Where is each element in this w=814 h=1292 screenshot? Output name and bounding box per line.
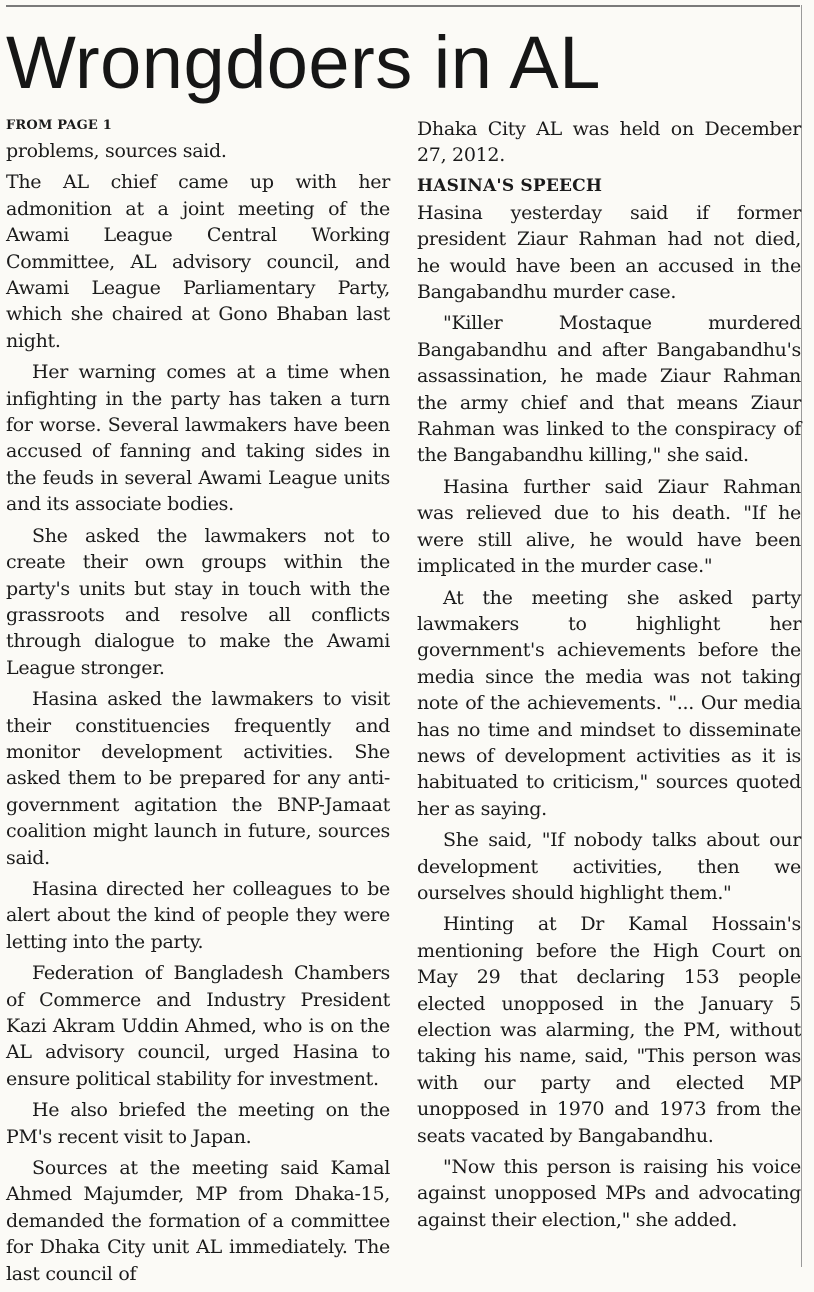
paragraph: Her warning comes at a time when infighting in the party has taken a turn for worse. Several lawmakers have been accused of fanning and taking sides in the feuds in several Awami League units and its associate bodies. [6,361,390,516]
paragraph: He also briefed the meeting on the PM's recent visit to Japan. [6,1099,390,1148]
section-heading: HASINA'S SPEECH [417,175,603,196]
dateline: FROM PAGE 1 [6,118,112,133]
paragraph: problems, sources said. [6,140,227,162]
paragraph: "Now this person is raising his voice against unopposed MPs and advocating against their election," she added. [417,1156,801,1231]
paragraph: She said, "If nobody talks about our development activities, then we ourselves should highlight them." [417,829,801,904]
paragraph: Dhaka City AL was held on December 27, 2012. [417,118,801,167]
paragraph: Federation of Bangladesh Chambers of Commerce and Industry President Kazi Akram Uddin Ahmed, who is on the AL advisory council, urged Hasina to ensure political stability for investment. [6,962,390,1090]
paragraph: Hasina further said Ziaur Rahman was relieved due to his death. "If he were still alive, he would have been implicated in the murder case." [417,475,801,578]
left-column [6,116,390,1292]
paragraph: At the meeting she asked party lawmakers to highlight her government's achievements before the media since the media was not taking note of the achievements. "... Our media has no time and mindset to disseminate news of development activities as it is habituated to criticism," sources quoted her as saying. [417,586,801,820]
paragraph: Hasina directed her colleagues to be alert about the kind of people they were letting into the party. [6,877,390,953]
paragraph: The AL chief came up with her admonition at a joint meeting of the Awami League Central Working Committee, AL advisory council, and Awami League Parliamentary Party, which she chaired at Gono Bhaban last night. [6,171,390,352]
paragraph: Hasina asked the lawmakers to visit their constituencies frequently and monitor development activities. She asked them to be prepared for any anti-government agitation the BNP-Jamaat coalition might launch in future, sources said. [6,688,390,869]
paragraph: Sources at the meeting said Kamal Ahmed Majumder, MP from Dhaka-15, demanded the formation of a committee for Dhaka City unit AL immediately. The last council of [6,1157,390,1285]
right-rule [801,5,802,1267]
paragraph: She asked the lawmakers not to create their own groups within the party's units but stay in touch with the grassroots and resolve all conflicts through dialogue to make the Awami League stronger. [6,524,390,679]
right-column [417,116,801,1238]
paragraph: "Killer Mostaque murdered Bangabandhu and after Bangabandhu's assassination, he made Ziaur Rahman the army chief and that means Ziaur Rahman was linked to the conspiracy of the Bangabandhu killing," she said. [417,312,801,467]
paragraph: Hinting at Dr Kamal Hossain's mentioning before the High Court on May 29 that declaring 153 people elected unopposed in the January 5 election was alarming, the PM, without taking his name, said, "This person was with our party and elected MP unopposed in 1970 and 1973 from the seats vacated by Bangabandhu. [417,913,801,1147]
top-rule [6,5,800,7]
headline: Wrongdoers in AL [6,21,601,104]
paragraph: Hasina yesterday said if former president Ziaur Rahman had not died, he would have been an accused in the Bangabandhu murder case. [417,201,801,304]
